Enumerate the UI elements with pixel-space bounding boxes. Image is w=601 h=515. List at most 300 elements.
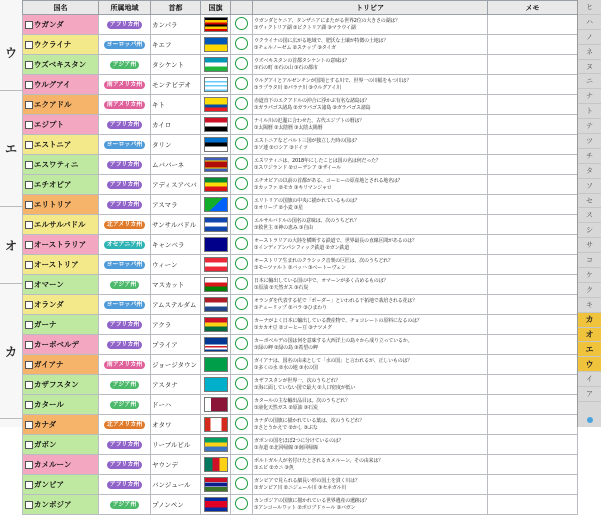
country-name-cell[interactable] (23, 475, 99, 495)
trivia-cell (253, 175, 488, 195)
trivia-cell (253, 55, 488, 75)
circle-mark-icon[interactable] (235, 17, 248, 30)
kana-index-カ[interactable]: カ (578, 313, 601, 328)
row-checkbox[interactable] (25, 261, 33, 269)
status-cell[interactable] (231, 215, 253, 235)
table-row[interactable] (23, 175, 578, 195)
row-checkbox[interactable] (25, 21, 33, 29)
table-row[interactable] (23, 15, 578, 35)
status-cell[interactable] (231, 255, 253, 275)
status-cell[interactable] (231, 115, 253, 135)
circle-mark-icon[interactable] (235, 357, 248, 370)
status-cell[interactable] (231, 435, 253, 455)
status-cell[interactable] (231, 75, 253, 95)
circle-mark-icon[interactable] (235, 217, 248, 230)
region-cell (99, 315, 151, 335)
kana-index-ト[interactable]: ト (578, 104, 601, 119)
circle-mark-icon[interactable] (235, 157, 248, 170)
trivia-line: ①ガラパゴス諸島 ②ガラパゴス諸島 ③ガラパゴス諸島 (254, 104, 371, 111)
table-row[interactable] (23, 295, 578, 315)
row-checkbox[interactable] (25, 341, 33, 349)
flag-cell (201, 255, 231, 275)
memo-cell[interactable] (488, 275, 578, 295)
memo-cell[interactable] (488, 355, 578, 375)
row-checkbox[interactable] (25, 381, 33, 389)
circle-mark-icon[interactable] (235, 177, 248, 190)
country-name-cell[interactable] (23, 75, 99, 95)
status-cell[interactable] (231, 415, 253, 435)
country-name-cell[interactable] (23, 95, 99, 115)
memo-cell[interactable] (488, 175, 578, 195)
trivia-cell (253, 155, 488, 175)
memo-cell[interactable] (488, 415, 578, 435)
memo-cell[interactable] (488, 295, 578, 315)
circle-mark-icon[interactable] (235, 77, 248, 90)
trivia-line: ①オリーブ ②小麦 ③星 (254, 204, 303, 211)
circle-mark-icon[interactable] (235, 117, 248, 130)
flag-kazakhstan-icon (204, 377, 228, 392)
memo-cell[interactable] (488, 495, 578, 515)
trivia-cell (253, 115, 488, 135)
row-checkbox[interactable] (25, 81, 33, 89)
row-checkbox[interactable] (25, 121, 33, 129)
memo-cell[interactable] (488, 435, 578, 455)
memo-cell[interactable] (488, 95, 578, 115)
trivia-line: ①救世主 ②神の恵み ③自由 (254, 224, 313, 231)
memo-cell[interactable] (488, 35, 578, 55)
kana-index-コ[interactable]: コ (578, 253, 601, 268)
country-name-cell[interactable] (23, 415, 99, 435)
kana-index-ア[interactable]: ア (578, 387, 601, 402)
kana-index-ウ[interactable]: ウ (578, 357, 601, 372)
region-cell (99, 255, 151, 275)
trivia-cell (253, 215, 488, 235)
country-name-cell[interactable] (23, 455, 99, 475)
col-header-name: 国名 (23, 1, 99, 15)
table-row[interactable] (23, 115, 578, 135)
trivia-line: ①エビ ②カニ ③魚 (254, 464, 294, 471)
capital-cell: キャンベラ (151, 235, 201, 255)
country-name-label: ウズベキスタン (34, 60, 87, 69)
region-badge: アジア州 (110, 401, 140, 409)
kana-index-イ[interactable]: イ (578, 372, 601, 387)
circle-mark-icon[interactable] (235, 197, 248, 210)
kana-index-ナ[interactable]: ナ (578, 89, 601, 104)
trivia-line: ①ソ連 ②ロシア ③ドイツ (254, 144, 308, 151)
trivia-line: ①緑の岬 ②緑の島 ③希望の岬 (254, 344, 318, 351)
trivia-line: ①モーツァルト ②バッハ ③ベートーヴェン (254, 264, 346, 271)
country-name-label: オランダ (34, 300, 64, 309)
trivia-cell (253, 435, 488, 455)
capital-cell: アスマラ (151, 195, 201, 215)
country-name-cell[interactable] (23, 395, 99, 415)
country-name-cell[interactable] (23, 255, 99, 275)
flag-eswatini-icon (204, 157, 228, 172)
trivia-cell (253, 235, 488, 255)
region-badge: アジア州 (110, 281, 140, 289)
circle-mark-icon[interactable] (235, 397, 248, 410)
circle-mark-icon[interactable] (235, 237, 248, 250)
kana-index-チ[interactable]: チ (578, 149, 601, 164)
status-cell[interactable] (231, 195, 253, 215)
trivia-cell (253, 295, 488, 315)
country-name-cell[interactable] (23, 115, 99, 135)
kana-index-ニ[interactable]: ニ (578, 74, 601, 89)
table-row[interactable] (23, 235, 578, 255)
country-name-label: オマーン (34, 280, 64, 289)
country-name-cell[interactable] (23, 15, 99, 35)
status-cell[interactable] (231, 155, 253, 175)
status-cell[interactable] (231, 375, 253, 395)
row-checkbox[interactable] (25, 361, 33, 369)
kana-index-rail[interactable] (577, 0, 601, 427)
trivia-line: エチオピアの以前の首都がある、コーヒーの原産地とされる地名は？ (254, 178, 403, 185)
region-badge: オセアニア州 (104, 241, 146, 249)
table-row[interactable] (23, 255, 578, 275)
trivia-cell (253, 35, 488, 55)
table-row[interactable] (23, 55, 578, 75)
flag-cell (201, 455, 231, 475)
rail-header-spacer (0, 0, 22, 14)
trivia-cell (253, 195, 488, 215)
region-badge: アフリカ州 (107, 341, 143, 349)
row-checkbox[interactable] (25, 441, 33, 449)
table-row[interactable] (23, 335, 578, 355)
table-row[interactable] (23, 75, 578, 95)
memo-cell[interactable] (488, 375, 578, 395)
kana-index-セ[interactable]: セ (578, 194, 601, 209)
row-checkbox[interactable] (25, 321, 33, 329)
capital-cell: ムババーネ (151, 155, 201, 175)
trivia-line: ガイアナは、国名の由来として「水の国」と言われるが、正しいものは？ (254, 358, 413, 365)
country-table-container[interactable] (22, 0, 577, 511)
memo-cell[interactable] (488, 55, 578, 75)
capital-cell: アスタナ (151, 375, 201, 395)
region-badge: アフリカ州 (107, 121, 143, 129)
memo-cell[interactable] (488, 115, 578, 135)
memo-cell[interactable] (488, 215, 578, 235)
circle-mark-icon[interactable] (235, 317, 248, 330)
country-name-label: エルサルバドル (34, 220, 86, 229)
flag-oman-icon (204, 277, 228, 292)
table-row[interactable] (23, 455, 578, 475)
rail-group-ウ[interactable]: ウ (0, 14, 22, 91)
trivia-line: ①カッファ ②モカ ③キリマンジャロ (254, 184, 332, 191)
memo-cell[interactable] (488, 395, 578, 415)
status-cell[interactable] (231, 95, 253, 115)
trivia-cell (253, 75, 488, 95)
rail-group-オ[interactable]: オ (0, 207, 22, 284)
region-badge: アフリカ州 (107, 201, 143, 209)
kana-index-ツ[interactable]: ツ (578, 134, 601, 149)
table-row[interactable] (23, 495, 578, 515)
row-checkbox[interactable] (25, 221, 33, 229)
country-name-cell[interactable] (23, 375, 99, 395)
table-row[interactable] (23, 135, 578, 155)
trivia-line: ①原油 ②天然ガス ③石炭 (254, 284, 309, 291)
row-checkbox[interactable] (25, 501, 33, 509)
capital-cell: タシケント (151, 55, 201, 75)
country-table (22, 0, 578, 515)
table-row[interactable] (23, 155, 578, 175)
circle-mark-icon[interactable] (235, 417, 248, 430)
trivia-line: オーストラリアの大陸を横断する鉄道で、世界最長の直線区間があるのは？ (254, 238, 417, 245)
kana-index-ソ[interactable]: ソ (578, 179, 601, 194)
row-checkbox[interactable] (25, 461, 33, 469)
kana-index-エ[interactable]: エ (578, 342, 601, 357)
country-name-cell[interactable] (23, 315, 99, 335)
trivia-line: ナイル川の氾濫に合わせた、古代エジプトの暦は？ (254, 118, 365, 125)
country-name-cell[interactable] (23, 55, 99, 75)
status-cell[interactable] (231, 295, 253, 315)
circle-mark-icon[interactable] (235, 137, 248, 150)
country-name-label: ガボン (34, 440, 57, 449)
country-name-cell[interactable] (23, 275, 99, 295)
row-checkbox[interactable] (25, 141, 33, 149)
circle-mark-icon[interactable] (235, 97, 248, 110)
region-cell (99, 455, 151, 475)
flag-austria-icon (204, 257, 228, 272)
memo-cell[interactable] (488, 15, 578, 35)
status-cell[interactable] (231, 335, 253, 355)
country-name-label: カザフスタン (34, 380, 79, 389)
flag-cell (201, 135, 231, 155)
country-name-cell[interactable] (23, 35, 99, 55)
trivia-line: エルサルバドルの国名の意味は、次のうちどれ？ (254, 218, 359, 225)
circle-mark-icon[interactable] (235, 37, 248, 50)
rail-group-カ[interactable]: カ (0, 284, 22, 419)
trivia-line: カーボベルデの国は何を意味する大西洋上の島々から成り立っているか。 (254, 338, 413, 345)
table-row[interactable] (23, 375, 578, 395)
region-badge: アジア州 (110, 501, 140, 509)
table-row[interactable] (23, 355, 578, 375)
trivia-line: ①海に面していない国で最大 ②人口密度が低い (254, 384, 356, 391)
circle-mark-icon[interactable] (235, 457, 248, 470)
kana-index-オ[interactable]: オ (578, 328, 601, 343)
status-cell[interactable] (231, 35, 253, 55)
kana-index-ケ[interactable]: ケ (578, 268, 601, 283)
country-name-label: ガーナ (34, 320, 57, 329)
trivia-line: ウガンダとケニア、タンザニアにまたがる世界2位の大きさの湖は？ (254, 18, 400, 25)
country-name-label: カメルーン (34, 460, 72, 469)
capital-cell: アディスアベバ (151, 175, 201, 195)
rail-group-エ[interactable]: エ (0, 91, 22, 207)
row-checkbox[interactable] (25, 61, 33, 69)
region-badge: アフリカ州 (107, 161, 143, 169)
region-badge: 南アメリカ州 (104, 101, 146, 109)
row-checkbox[interactable] (25, 301, 33, 309)
memo-cell[interactable] (488, 135, 578, 155)
kana-index-タ[interactable]: タ (578, 164, 601, 179)
country-name-cell[interactable] (23, 435, 99, 455)
circle-mark-icon[interactable] (235, 57, 248, 70)
kana-index-ス[interactable]: ス (578, 208, 601, 223)
kana-index-ハ[interactable]: ハ (578, 15, 601, 30)
table-row[interactable] (23, 95, 578, 115)
country-name-label: エストニア (34, 140, 72, 149)
flag-cell (201, 95, 231, 115)
status-cell[interactable] (231, 395, 253, 415)
table-row[interactable] (23, 395, 578, 415)
region-badge: 北アメリカ州 (104, 421, 146, 429)
region-cell (99, 15, 151, 35)
capital-cell: キエフ (151, 35, 201, 55)
table-row[interactable] (23, 415, 578, 435)
flag-uzbekistan-icon (204, 57, 228, 72)
kana-index-キ[interactable]: キ (578, 298, 601, 313)
trivia-line: ウズベキスタンの首都タシケントの意味は？ (254, 58, 350, 65)
kana-index-ネ[interactable]: ネ (578, 45, 601, 60)
status-cell[interactable] (231, 455, 253, 475)
region-cell (99, 275, 151, 295)
region-badge: アフリカ州 (107, 481, 143, 489)
row-checkbox[interactable] (25, 181, 33, 189)
memo-cell[interactable] (488, 475, 578, 495)
trivia-line: カーナがよく日本に輸出している農産物で、チョコレートの原料になるのは？ (254, 318, 422, 325)
trivia-line: カナダの国旗に描かれている葉は、次のうちどれ？ (254, 418, 365, 425)
row-checkbox[interactable] (25, 41, 33, 49)
region-cell (99, 95, 151, 115)
circle-mark-icon[interactable] (235, 437, 248, 450)
table-row[interactable] (23, 195, 578, 215)
region-cell (99, 35, 151, 55)
trivia-line: ポルトガル人が名付けたとされるカメルーン、その由来は？ (254, 458, 383, 465)
kana-index-ヒ[interactable]: ヒ (578, 0, 601, 15)
table-row[interactable] (23, 315, 578, 335)
capital-cell: キト (151, 95, 201, 115)
region-badge: アフリカ州 (107, 321, 143, 329)
trivia-line: ①多くの水 ②水の地 ③水の国 (254, 364, 318, 371)
circle-mark-icon[interactable] (235, 497, 248, 510)
memo-cell[interactable] (488, 335, 578, 355)
trivia-line: ①さとうかえで ②かし ③ぶな (254, 424, 318, 431)
country-name-cell[interactable] (23, 215, 99, 235)
table-row[interactable] (23, 35, 578, 55)
status-cell[interactable] (231, 275, 253, 295)
country-name-label: ガイアナ (34, 360, 64, 369)
status-cell[interactable] (231, 495, 253, 515)
capital-cell: ジョージタウン (151, 355, 201, 375)
country-name-cell[interactable] (23, 235, 99, 255)
capital-cell: カンパラ (151, 15, 201, 35)
row-checkbox[interactable] (25, 201, 33, 209)
memo-cell[interactable] (488, 315, 578, 335)
memo-cell[interactable] (488, 155, 578, 175)
row-checkbox[interactable] (25, 421, 33, 429)
status-cell[interactable] (231, 355, 253, 375)
memo-cell[interactable] (488, 455, 578, 475)
circle-mark-icon[interactable] (235, 477, 248, 490)
country-name-cell[interactable] (23, 175, 99, 195)
status-cell[interactable] (231, 475, 253, 495)
trivia-line: ウクライナの国に広がる地域で、肥沃な土壌が特徴の土地は？ (254, 38, 389, 45)
table-row[interactable] (23, 215, 578, 235)
table-row[interactable] (23, 475, 578, 495)
trivia-line: カタールの主な輸出品目は、次のうちどれ？ (254, 398, 350, 405)
trivia-line: ウルグアイとアルゼンチンが国境とする川で、世界一の川幅をもつ川は？ (254, 78, 412, 85)
trivia-line: ①ラプラタ川 ②パラナ川 ③ウルグアイ川 (254, 84, 341, 91)
status-cell[interactable] (231, 315, 253, 335)
country-name-label: エチオピア (34, 180, 72, 189)
country-name-cell[interactable] (23, 135, 99, 155)
trivia-line: ①液化天然ガス ②原油 ③石炭 (254, 404, 318, 411)
country-name-cell[interactable] (23, 355, 99, 375)
table-row[interactable] (23, 275, 578, 295)
kana-index-ヌ[interactable]: ヌ (578, 60, 601, 75)
kana-index-テ[interactable]: テ (578, 119, 601, 134)
status-cell[interactable] (231, 135, 253, 155)
row-checkbox[interactable] (25, 281, 33, 289)
status-cell[interactable] (231, 175, 253, 195)
capital-cell: アクラ (151, 315, 201, 335)
flag-cambodia-icon (204, 497, 228, 512)
circle-mark-icon[interactable] (235, 257, 248, 270)
circle-mark-icon[interactable] (235, 277, 248, 290)
row-checkbox[interactable] (25, 481, 33, 489)
flag-capeverde-icon (204, 337, 228, 352)
kana-index-シ[interactable]: シ (578, 223, 601, 238)
status-cell[interactable] (231, 55, 253, 75)
col-header-capital: 首都 (151, 1, 201, 15)
flag-cell (201, 175, 231, 195)
trivia-cell (253, 135, 488, 155)
country-name-cell[interactable] (23, 295, 99, 315)
capital-cell: サンサルバドル (151, 215, 201, 235)
memo-cell[interactable] (488, 75, 578, 95)
trivia-line: ①スワジランド ②ローデシア ③ザイール (254, 164, 342, 171)
country-name-label: エリトリア (34, 200, 72, 209)
country-name-label: エクアドル (34, 100, 72, 109)
circle-mark-icon[interactable] (235, 377, 248, 390)
capital-cell: カイロ (151, 115, 201, 135)
flag-cell (201, 115, 231, 135)
row-checkbox[interactable] (25, 161, 33, 169)
country-name-cell[interactable] (23, 155, 99, 175)
kana-index-ク[interactable]: ク (578, 283, 601, 298)
flag-australia-icon (204, 237, 228, 252)
trivia-cell (253, 255, 488, 275)
circle-mark-icon[interactable] (235, 337, 248, 350)
region-badge: アフリカ州 (107, 441, 143, 449)
trivia-line: エスワティニは、2018年にしたことは国の名は何だった？ (254, 158, 381, 165)
row-checkbox[interactable] (25, 401, 33, 409)
trivia-line: ①チューリップ ②バラ ③ひまわり (254, 304, 327, 311)
kana-index-ノ[interactable]: ノ (578, 30, 601, 45)
region-cell (99, 435, 151, 455)
memo-cell[interactable] (488, 255, 578, 275)
flag-elsalvador-icon (204, 217, 228, 232)
flag-cell (201, 155, 231, 175)
region-badge: ヨーロッパ州 (104, 41, 146, 49)
kana-index-サ[interactable]: サ (578, 238, 601, 253)
memo-cell[interactable] (488, 195, 578, 215)
flag-ghana-icon (204, 317, 228, 332)
memo-cell[interactable] (488, 235, 578, 255)
region-badge: アフリカ州 (107, 21, 143, 29)
row-checkbox[interactable] (25, 241, 33, 249)
country-name-cell[interactable] (23, 335, 99, 355)
flag-cell (201, 355, 231, 375)
country-name-cell[interactable] (23, 195, 99, 215)
row-checkbox[interactable] (25, 101, 33, 109)
status-cell[interactable] (231, 235, 253, 255)
trivia-cell (253, 275, 488, 295)
status-cell[interactable] (231, 15, 253, 35)
table-row[interactable] (23, 435, 578, 455)
circle-mark-icon[interactable] (235, 297, 248, 310)
country-name-cell[interactable] (23, 495, 99, 515)
capital-cell: マスカット (151, 275, 201, 295)
